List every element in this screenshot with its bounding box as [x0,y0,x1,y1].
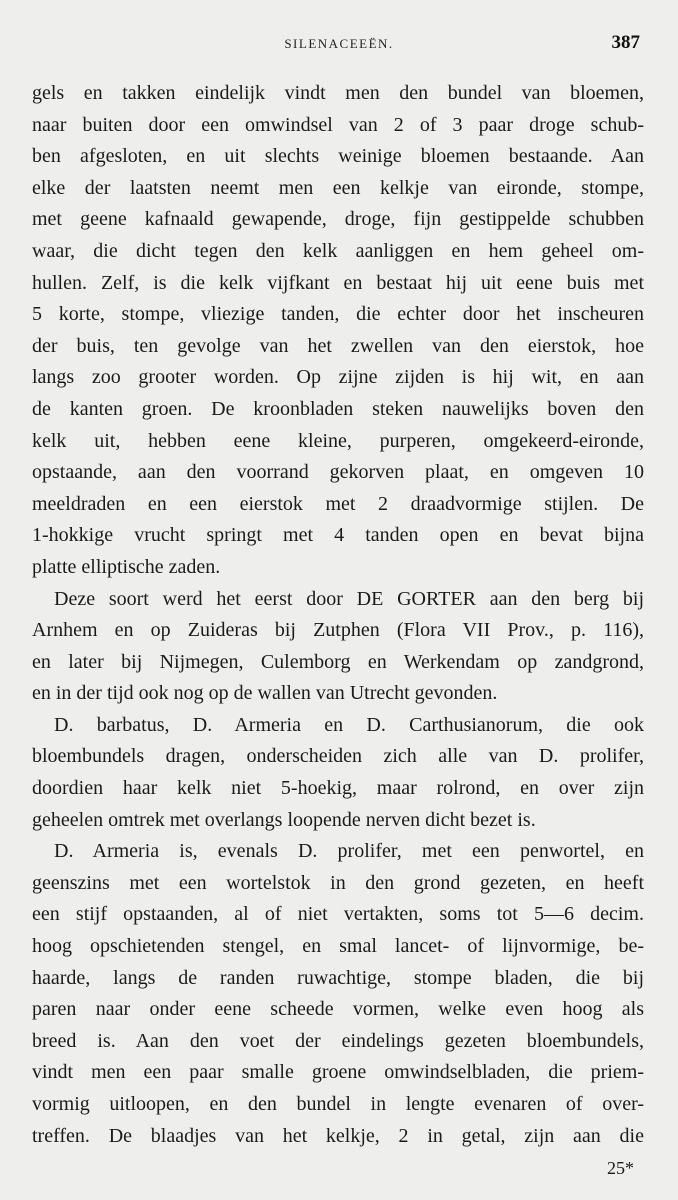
text-line: vindt men een paar smalle groene omwindselbladen, die priem- [32,1061,644,1084]
text-line: paren naar onder eene scheede vormen, welke even hoog als [32,998,644,1021]
page-number: 387 [611,32,640,53]
text-line: ben afgesloten, en uit slechts weinige bloemen bestaande. Aan [32,145,644,168]
text-line: treffen. De blaadjes van het kelkje, 2 in getal, zijn aan die [32,1124,644,1147]
text-line: Arnhem en op Zuideras bij Zutphen (Flora VII Prov., p. 116), [32,619,644,642]
text-line: de kanten groen. De kroonbladen steken nauwelijks boven den [32,397,644,420]
text-line: 1-hokkige vrucht springt met 4 tanden open en bevat bijna [32,524,644,547]
text-line: doordien haar kelk niet 5-hoekig, maar rolrond, en over zijn [32,777,644,800]
text-line: 5 korte, stompe, vliezige tanden, die echter door het inscheuren [32,303,644,326]
text-line: hullen. Zelf, is die kelk vijfkant en bestaat hij uit eene buis met [32,271,644,294]
text-line: opstaande, aan den voorrand gekorven plaat, en omgeven 10 [32,461,644,484]
text-line: D. barbatus, D. Armeria en D. Carthusianorum, die ook [54,713,644,736]
text-line: meeldraden en een eierstok met 2 draadvormige stijlen. De [32,492,644,515]
text-line: geenszins met een wortelstok in den grond gezeten, en heeft [32,871,644,894]
text-line: kelk uit, hebben eene kleine, purperen, omgekeerd-eironde, [32,429,644,452]
signature-mark: 25* [607,1158,634,1178]
text-line: bloembundels dragen, onderscheiden zich alle van D. prolifer, [32,745,644,768]
text-line: naar buiten door een omwindsel van 2 of 3 paar droge schub- [32,113,644,136]
text-line: hoog opschietenden stengel, en smal lancet- of lijnvormige, be- [32,935,644,958]
body-text [32,78,644,1152]
text-line: langs zoo grooter worden. Op zijne zijden is hij wit, en aan [32,366,644,389]
text-line: platte elliptische zaden. [32,555,221,578]
text-line: der buis, ten gevolge van het zwellen van den eierstok, hoe [32,334,644,357]
text-line: elke der laatsten neemt men een kelkje van eironde, stompe, [32,176,644,199]
text-line: gels en takken eindelijk vindt men den bundel van bloemen, [32,82,644,104]
text-line: breed is. Aan den voet der eindelings gezeten bloembundels, [32,1029,644,1052]
running-head [0,34,678,58]
text-line: een stijf opstaanden, al of niet vertakten, soms tot 5—6 decim. [32,903,644,926]
text-line: haarde, langs de randen ruwachtige, stompe bladen, die bij [32,966,644,989]
text-line: D. Armeria is, evenals D. prolifer, met een penwortel, en [54,840,644,863]
text-line: en later bij Nijmegen, Culemborg en Werkendam op zandgrond, [32,650,644,673]
text-line: vormig uitloopen, en den bundel in lengte evenaren of over- [32,1093,644,1115]
text-line: Deze soort werd het eerst door DE GORTER aan den berg bij [54,587,644,610]
text-line: met geene kafnaald gewapende, droge, fijn gestippelde schubben [32,208,644,231]
text-line: en in der tijd ook nog op de wallen van Utrecht gevonden. [32,682,498,705]
running-title: SILENACEEËN. [284,36,394,51]
text-line: geheelen omtrek met overlangs loopende nerven dicht bezet is. [32,808,536,831]
text-line: waar, die dicht tegen den kelk aanliggen en hem geheel om- [32,239,644,262]
